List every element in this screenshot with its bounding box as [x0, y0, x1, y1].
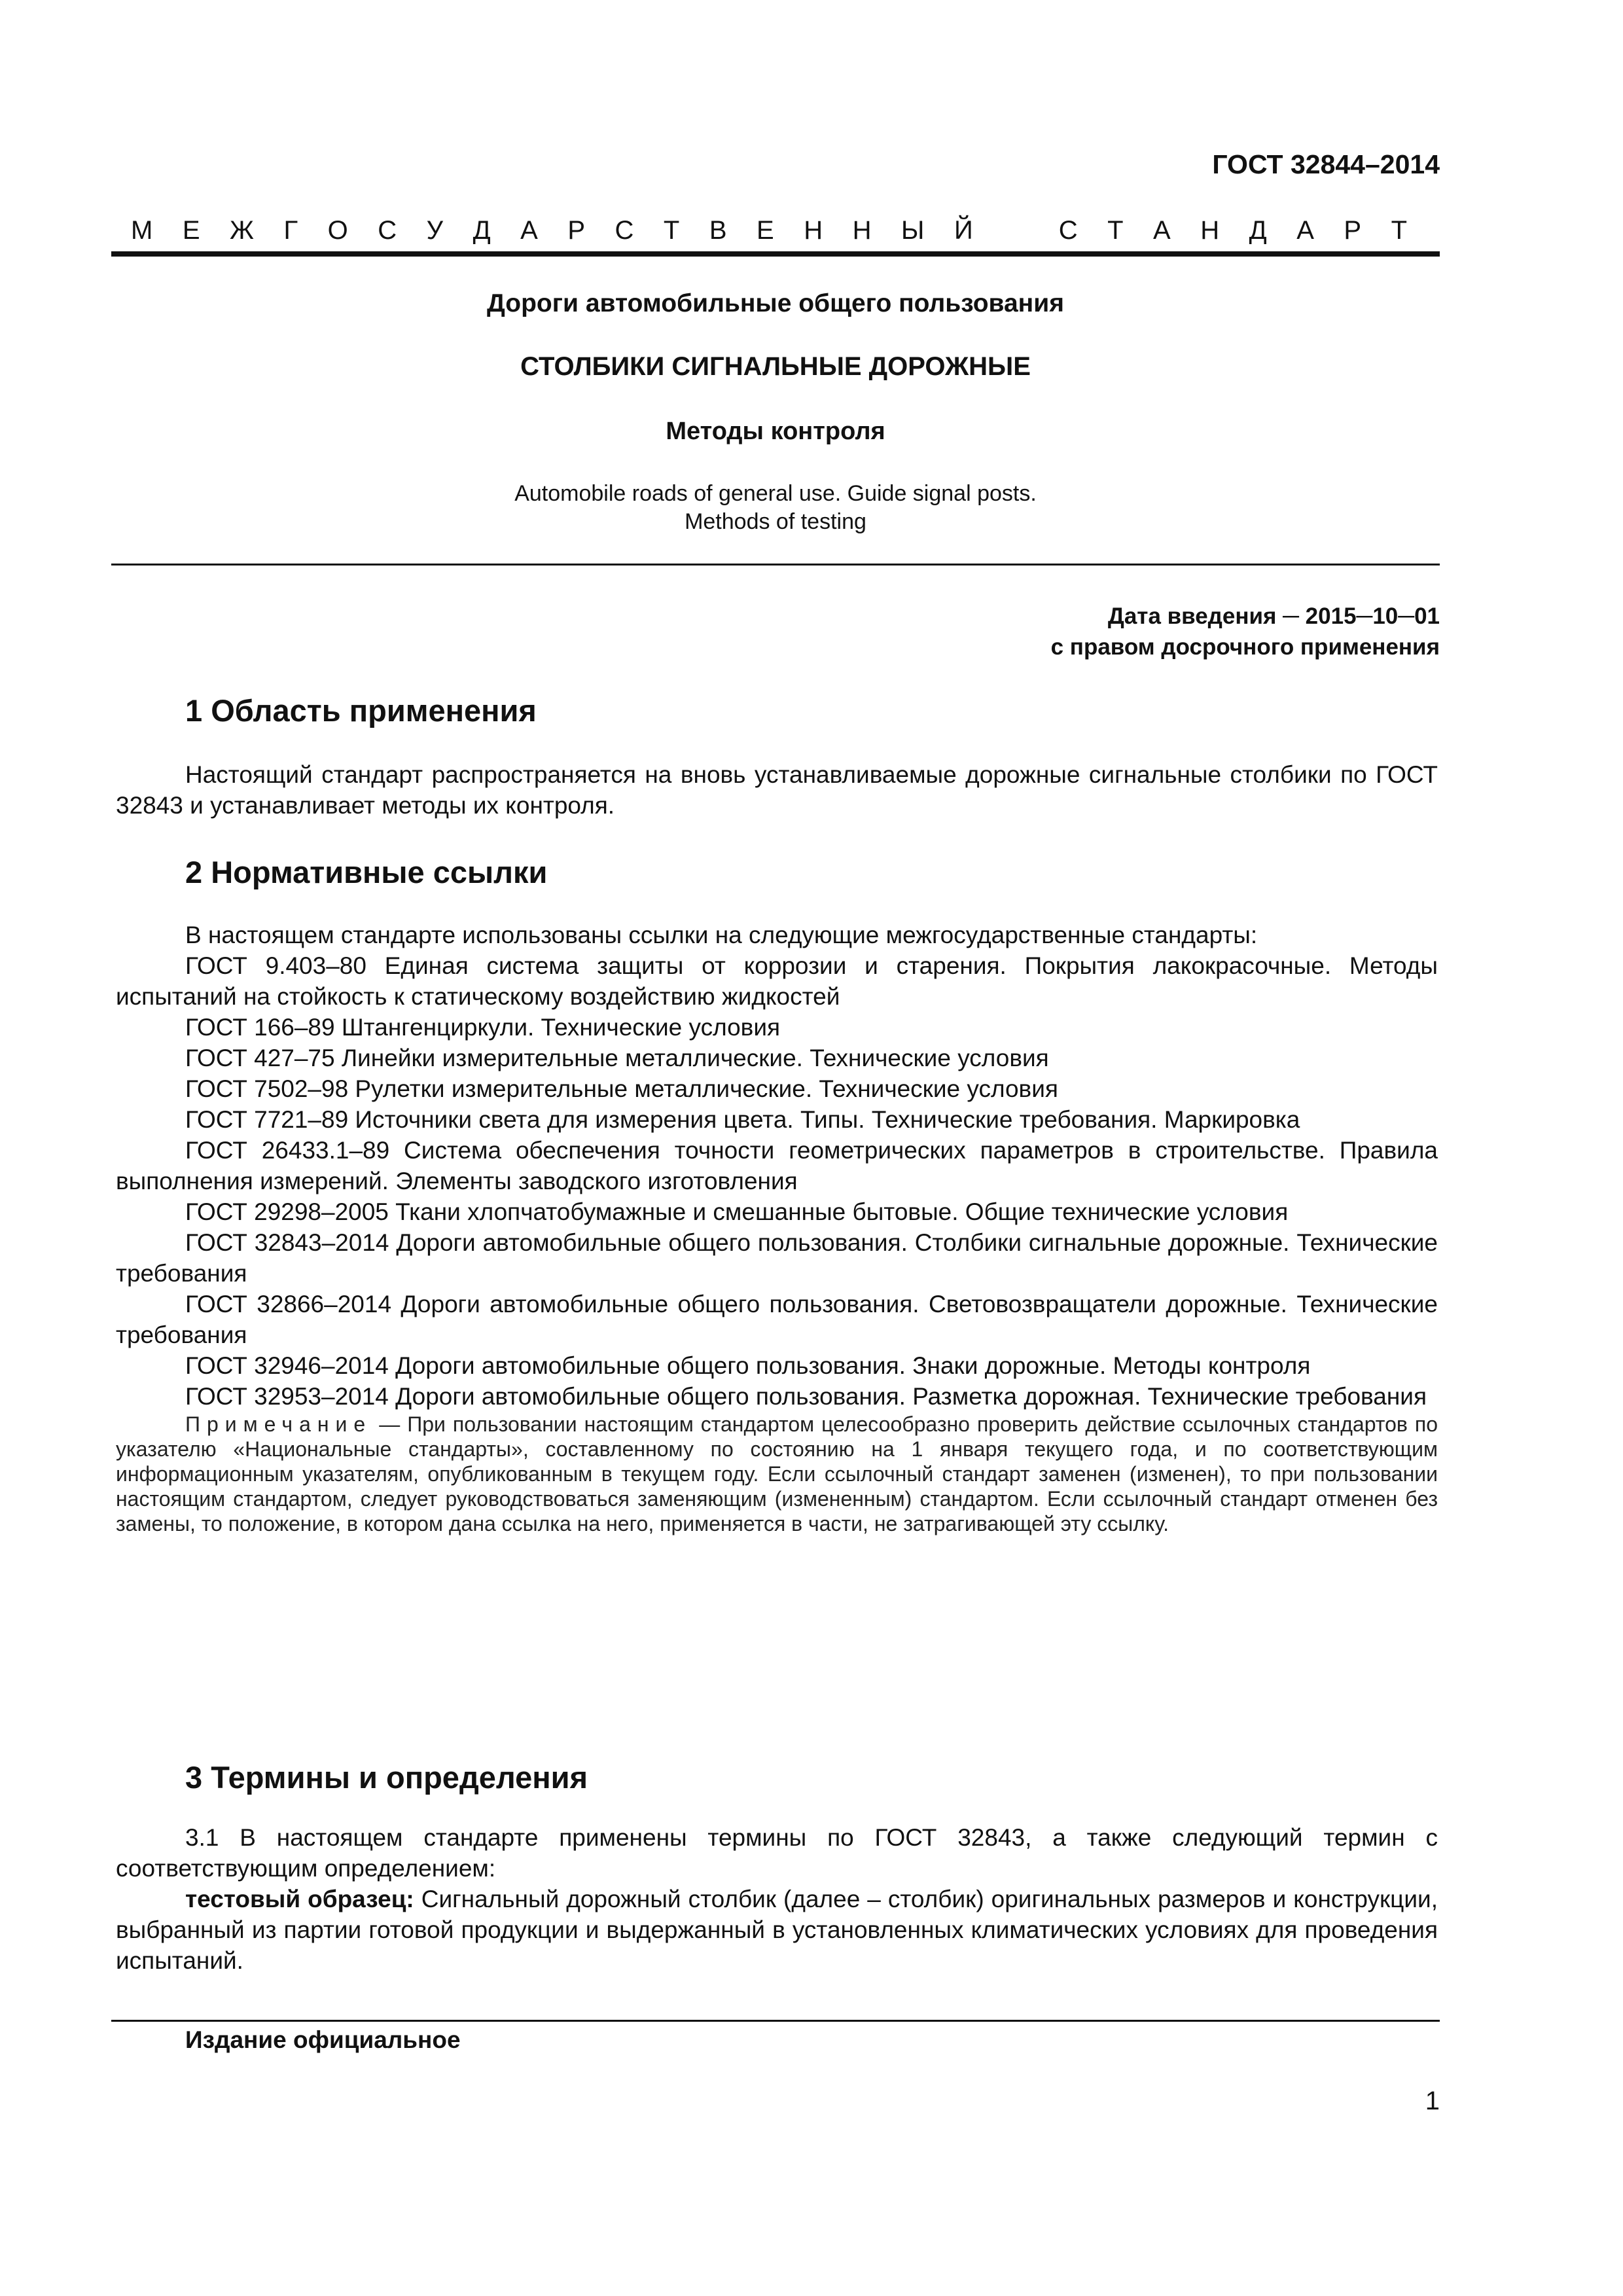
title-rule [111, 564, 1440, 565]
banner-letter: Е [757, 216, 774, 245]
reference-item: ГОСТ 166–89 Штангенциркули. Технические условия [185, 1014, 781, 1041]
section-3-body [116, 1822, 1438, 1976]
section-1-text: Настоящий стандарт распространяется на вновь устанавливаемые дорожные сигнальные столбики по ГОСТ 32843 и устанавливает методы их контроля. [116, 761, 1438, 819]
reference-item: ГОСТ 9.403–80 Единая система защиты от коррозии и старения. Покрытия лакокрасочные. Методы испытаний на стойкость к статическому воздействию жидкостей [116, 952, 1438, 1010]
section-3-heading: 3 Термины и определения [185, 1760, 588, 1795]
section-3-clause: 3.1 В настоящем стандарте применены термины по ГОСТ 32843, а также следующий термин с соответствующим определением: [116, 1824, 1438, 1882]
section-2-body [116, 920, 1438, 1536]
reference-item: ГОСТ 26433.1–89 Система обеспечения точности геометрических параметров в строительстве. Правила выполнения измерений. Элементы заводского изготовления [116, 1137, 1438, 1194]
banner-letter: Г [283, 216, 298, 245]
term-name: тестовый образец: [185, 1886, 414, 1912]
section-2-note [116, 1412, 1438, 1536]
banner-letter: Т [663, 216, 680, 245]
page-number: 1 [1425, 2087, 1440, 2115]
reference-item: ГОСТ 29298–2005 Ткани хлопчатобумажные и смешанные бытовые. Общие технические условия [185, 1198, 1289, 1225]
banner-letter: Е [182, 216, 200, 245]
header-rule [111, 251, 1440, 257]
section-3-definition [116, 1884, 1438, 1976]
footer-rule [111, 2020, 1440, 2022]
title-line-3: Методы контроля [666, 418, 885, 445]
reference-item: ГОСТ 32843–2014 Дороги автомобильные общего пользования. Столбики сигнальные дорожные. Технические требования [116, 1229, 1438, 1287]
banner-letter: Т [1391, 216, 1407, 245]
edition-label: Издание официальное [185, 2026, 461, 2053]
reference-item: ГОСТ 7502–98 Рулетки измерительные металлические. Технические условия [185, 1075, 1058, 1102]
introduction-date-line-2: с правом досрочного применения [1050, 634, 1440, 660]
standard-kind-banner [131, 216, 1407, 245]
standard-code: ГОСТ 32844–2014 [1212, 149, 1440, 179]
banner-letter: Р [1344, 216, 1362, 245]
banner-letter: В [709, 216, 727, 245]
title-english [111, 480, 1440, 536]
section-2-heading: 2 Нормативные ссылки [185, 855, 548, 889]
banner-letter: А [1296, 216, 1314, 245]
reference-list [116, 950, 1438, 1412]
reference-item: ГОСТ 32866–2014 Дороги автомобильные общего пользования. Световозвращатели дорожные. Технические требования [116, 1291, 1438, 1348]
section-2-lead: В настоящем стандарте использованы ссылки на следующие межгосударственные стандарты: [185, 922, 1258, 948]
note-label: Примечание [185, 1412, 372, 1436]
banner-word-gap [1003, 216, 1029, 245]
banner-letter: А [520, 216, 538, 245]
banner-letter: С [378, 216, 397, 245]
title-english-line-1: Automobile roads of general use. Guide signal posts. [514, 481, 1037, 506]
note-text: — При пользовании настоящим стандартом целесообразно проверить действие ссылочных стандартов по указателю «Национальные стандарты», составленному по состоянию на 1 января текущего года, и по соответствующим информационным указателям, опубликованным в текущем году. Если ссылочный стандарт заменен (изменен), то при пользовании настоящим стандартом, следует руководствоваться заменяющим (измененным) стандартом. Если ссылочный стандарт отменен без замены, то положение, в котором дана ссылка на него, применяется в части, не затрагивающей эту ссылку. [116, 1412, 1438, 1535]
banner-letter: Н [1200, 216, 1220, 245]
banner-letter: Д [1249, 216, 1267, 245]
title-line-2: СТОЛБИКИ СИГНАЛЬНЫЕ ДОРОЖНЫЕ [520, 352, 1031, 381]
reference-item: ГОСТ 7721–89 Источники света для измерения цвета. Типы. Технические требования. Маркировка [185, 1106, 1300, 1133]
banner-letter: Т [1107, 216, 1124, 245]
banner-letter: Р [567, 216, 586, 245]
banner-letter: Н [804, 216, 823, 245]
banner-letter: Ы [901, 216, 925, 245]
title-line-1: Дороги автомобильные общего пользования [487, 289, 1064, 317]
introduction-date [851, 601, 1440, 662]
section-1-body [116, 759, 1438, 821]
title-english-line-2: Methods of testing [685, 509, 866, 534]
banner-letter: С [615, 216, 634, 245]
introduction-date-line-1: Дата введения ─ 2015─10─01 [1107, 603, 1440, 629]
banner-letter: Ж [230, 216, 254, 245]
reference-item: ГОСТ 427–75 Линейки измерительные металлические. Технические условия [185, 1045, 1049, 1071]
banner-letter: Й [954, 216, 973, 245]
banner-letter: М [131, 216, 153, 245]
banner-letter: С [1058, 216, 1078, 245]
reference-item: ГОСТ 32953–2014 Дороги автомобильные общего пользования. Разметка дорожная. Технические требования [185, 1383, 1427, 1410]
banner-letter: О [327, 216, 348, 245]
section-1-heading: 1 Область применения [185, 693, 537, 728]
banner-letter: Д [473, 216, 491, 245]
reference-item: ГОСТ 32946–2014 Дороги автомобильные общего пользования. Знаки дорожные. Методы контроля [185, 1352, 1311, 1379]
banner-letter: У [426, 216, 444, 245]
banner-letter: Н [852, 216, 872, 245]
banner-letter: А [1153, 216, 1171, 245]
term-definition: Сигнальный дорожный столбик (далее – столбик) оригинальных размеров и конструкции, выбранный из партии готовой продукции и выдержанный в установленных климатических условиях для проведения испытаний. [116, 1886, 1438, 1974]
